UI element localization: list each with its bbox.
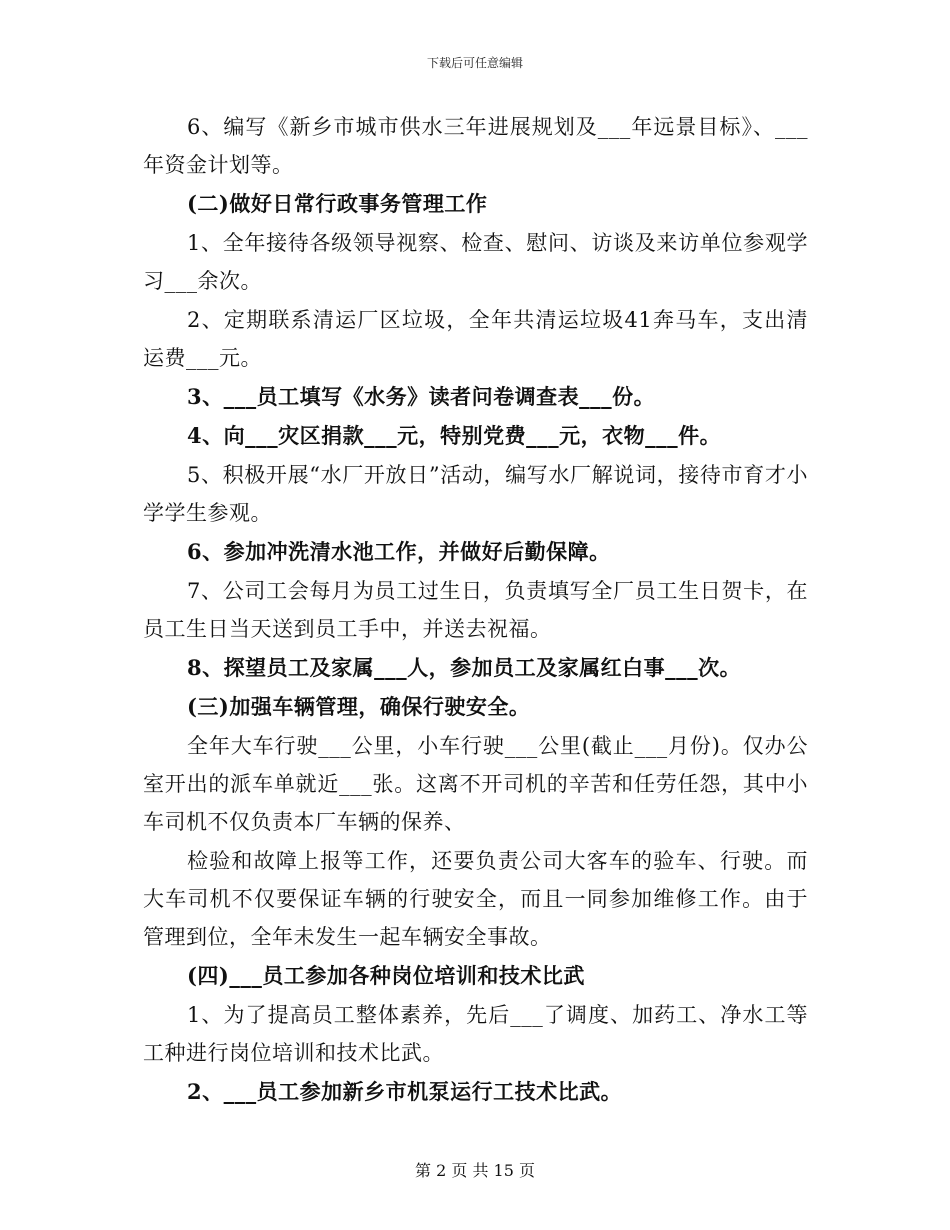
paragraph-9: 7、公司工会每月为员工过生日，负责填写全厂员工生日贺卡，在员工生日当天送到员工手中，并送去祝福。 bbox=[143, 579, 808, 641]
paragraph-7: 5、积极开展“水厂开放日”活动，编写水厂解说词，接待市育才小学学生参观。 bbox=[143, 463, 808, 525]
section-heading-3: (三)加强车辆管理，确保行驶安全。 bbox=[187, 694, 531, 719]
paragraph-10: 8、探望员工及家属___人，参加员工及家属红白事___次。 bbox=[187, 655, 742, 680]
paragraph-12: 全年大车行驶___公里，小车行驶___公里(截止___月份)。仅办公室开出的派车单就近___张。这离不开司机的辛苦和任劳任怨，其中小车司机不仅负责本厂车辆的保养、 bbox=[143, 734, 808, 834]
document-body bbox=[143, 108, 808, 1111]
paragraph-4: 2、定期联系清运厂区垃圾，全年共清运垃圾41奔马车，支出清运费___元。 bbox=[143, 308, 808, 370]
section-heading-2: (二)做好日常行政事务管理工作 bbox=[187, 191, 488, 216]
paragraph-15: 1、为了提高员工整体素养，先后___了调度、加药工、净水工等工种进行岗位培训和技术比武。 bbox=[143, 1003, 808, 1065]
section-heading-4: (四)___员工参加各种岗位培训和技术比武 bbox=[187, 963, 585, 988]
paragraph-5: 3、___员工填写《水务》读者问卷调查表___份。 bbox=[187, 384, 656, 409]
paragraph-13: 检验和故障上报等工作，还要负责公司大客车的验车、行驶。而大车司机不仅要保证车辆的行驶安全，而且一同参加维修工作。由于管理到位，全年未发生一起车辆安全事故。 bbox=[143, 849, 808, 949]
paragraph-8: 6、参加冲洗清水池工作，并做好后勤保障。 bbox=[187, 539, 611, 564]
page-number: 第 2 页 共 15 页 bbox=[415, 1161, 535, 1180]
paragraph-16: 2、___员工参加新乡市机泵运行工技术比武。 bbox=[187, 1079, 623, 1104]
page-header-note: 下载后可任意编辑 bbox=[426, 56, 523, 70]
paragraph-1: 6、编写《新乡市城市供水三年进展规划及___年远景目标》、___年资金计划等。 bbox=[143, 115, 808, 177]
paragraph-3: 1、全年接待各级领导视察、检查、慰问、访谈及来访单位参观学习___余次。 bbox=[143, 231, 808, 293]
paragraph-6: 4、向___灾区捐款___元，特别党费___元，衣物___件。 bbox=[187, 423, 722, 448]
